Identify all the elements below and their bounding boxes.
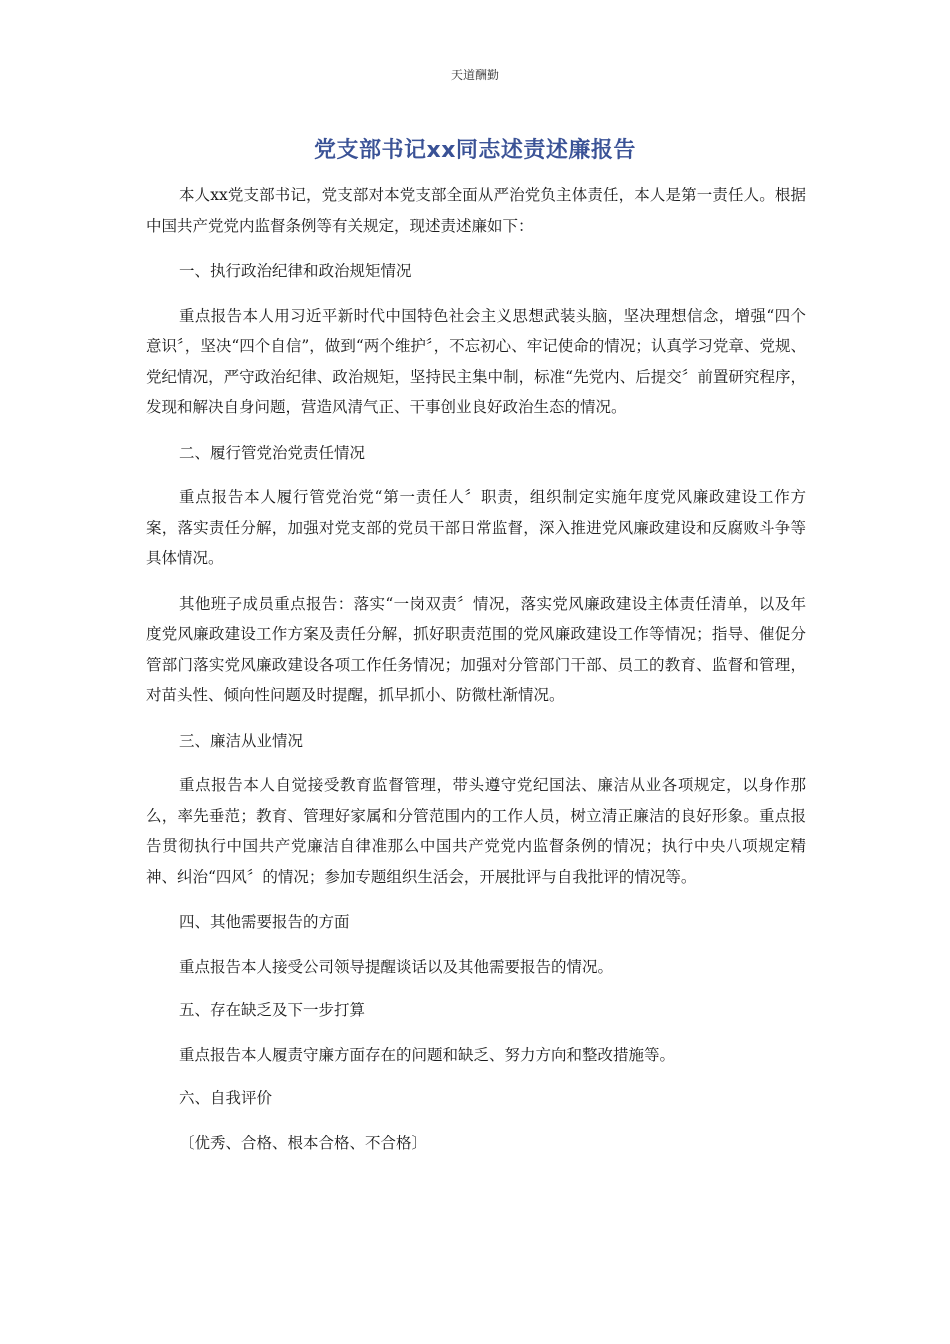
body-paragraph: 重点报告本人用习近平新时代中国特色社会主义思想武装头脑，坚决理想信念，增强“四个意识〞，坚决“四个自信”，做到“两个维护〞，不忘初心、牢记使命的情况；认真学习党章、党规、党纪情况，严守政治纪律、政治规矩，坚持民主集中制，标准“先党内、后提交〞前置研究程序，发现和解决自身问题，营造风清气正、干事创业良好政治生态的情况。 [146, 306, 806, 416]
body-paragraph: 重点报告本人自觉接受教育监督管理，带头遵守党纪国法、廉洁从业各项规定，以身作那么，率先垂范；教育、管理好家属和分管范围内的工作人员，树立清正廉洁的良好形象。重点报告贯彻执行中国共产党廉洁自律准那么中国共产党党内监督条例的情况；执行中央八项规定精神、纠治“四风〞的情况；参加专题组织生活会，开展批评与自我批评的情况等。 [146, 776, 806, 886]
section-heading: 六、自我评价 [179, 1089, 273, 1107]
header-watermark: 天道酬勤 [450, 68, 499, 82]
body-paragraph: 重点报告本人接受公司领导提醒谈话以及其他需要报告的情况。 [179, 957, 614, 976]
section-heading: 四、其他需要报告的方面 [179, 913, 350, 931]
section-heading: 一、执行政治纪律和政治规矩情况 [179, 262, 412, 280]
document-title: 党支部书记xx同志述责述廉报告 [314, 138, 636, 163]
section-heading: 二、履行管党治党责任情况 [179, 443, 366, 462]
intro-paragraph: 本人xx党支部书记，党支部对本党支部全面从严治党负主体责任，本人是第一责任人。根据中国共产党党内监督条例等有关规定，现述责述廉如下： [146, 186, 806, 235]
section-heading: 五、存在缺乏及下一步打算 [179, 1001, 366, 1019]
body-paragraph: 重点报告本人履行管党治党“第一责任人〞职责，组织制定实施年度党风廉政建设工作方案，落实责任分解，加强对党支部的党员干部日常监督，深入推进党风廉政建设和反腐败斗争等具体情况。 [146, 488, 806, 567]
body-paragraph: 其他班子成员重点报告：落实“一岗双责〞情况，落实党风廉政建设主体责任清单，以及年度党风廉政建设工作方案及责任分解，抓好职责范围的党风廉政建设工作等情况；指导、催促分管部门落实党风廉政建设各项工作任务情况；加强对分管部门干部、员工的教育、监督和管理，对苗头性、倾向性问题及时提醒，抓早抓小、防微杜渐情况。 [146, 594, 806, 704]
body-paragraph: 重点报告本人履责守廉方面存在的问题和缺乏、努力方向和整改措施等。 [179, 1045, 676, 1064]
section-heading: 三、廉洁从业情况 [179, 731, 304, 750]
document-body [146, 180, 806, 1173]
self-evaluation-options: 〔优秀、合格、根本合格、不合格〕 [179, 1133, 428, 1152]
